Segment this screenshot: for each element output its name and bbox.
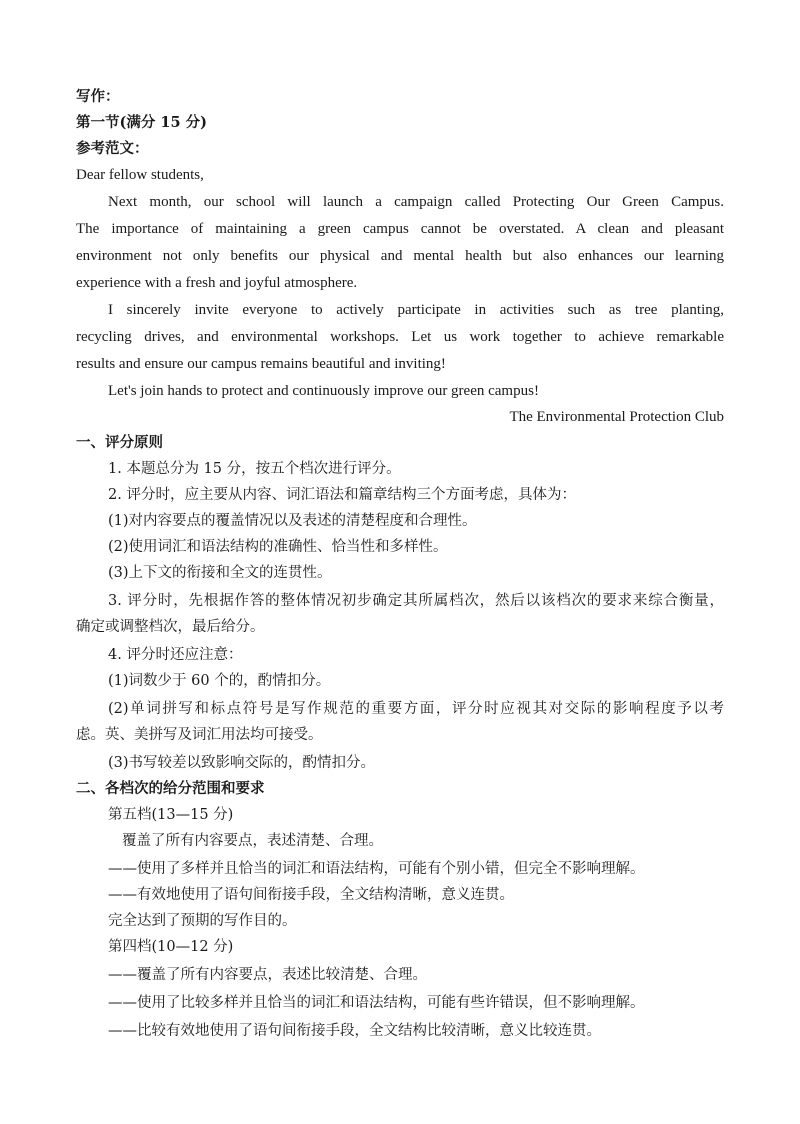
principle-item-1: 1. 本题总分为 15 分，按五个档次进行评分。: [108, 461, 401, 477]
level-5-criterion-1: 覆盖了所有内容要点，表述清楚、合理。: [122, 833, 383, 849]
principles-heading: 一、评分原则: [76, 434, 163, 451]
essay-paragraph-1-line-4: experience with a fresh and joyful atmosphere.: [76, 275, 358, 291]
essay-paragraph-2-line-1: I sincerely invite everyone to actively participate in activities such as tree planting,: [108, 302, 724, 318]
level-4-title: 第四档(10—12 分): [108, 939, 234, 955]
principle-item-4b-line-1: (2)单词拼写和标点符号是写作规范的重要方面，评分时应视其对交际的影响程度予以考: [108, 701, 724, 717]
essay-signature: The Environmental Protection Club: [509, 409, 724, 425]
level-5-criterion-3: ——有效地使用了语句间衔接手段，全文结构清晰，意义连贯。: [108, 887, 514, 903]
levels-heading: 二、各档次的给分范围和要求: [76, 780, 265, 797]
principle-item-3-line-1: 3. 评分时，先根据作答的整体情况初步确定其所属档次，然后以该档次的要求来综合衡量，: [108, 593, 724, 609]
section-heading: 第一节(满分 15 分): [76, 114, 207, 131]
writing-heading: 写作：: [76, 88, 120, 105]
principle-item-3-line-2: 确定或调整档次，最后给分。: [76, 619, 265, 635]
principle-item-2a: (1)对内容要点的覆盖情况以及表述的清楚程度和合理性。: [108, 513, 477, 529]
principle-item-4c: (3)书写较差以致影响交际的，酌情扣分。: [108, 755, 376, 771]
essay-paragraph-2-line-2: recycling drives, and environmental workshops. Let us work together to achieve remarkable: [76, 329, 724, 345]
principle-item-2b: (2)使用词汇和语法结构的准确性、恰当性和多样性。: [108, 539, 448, 555]
level-4-criterion-3: ——比较有效地使用了语句间衔接手段，全文结构比较清晰，意义比较连贯。: [108, 1023, 601, 1039]
level-5-criterion-2: ——使用了多样并且恰当的词汇和语法结构，可能有个别小错，但完全不影响理解。: [108, 861, 645, 877]
essay-paragraph-2-line-3: results and ensure our campus remains beautiful and inviting!: [76, 356, 446, 372]
level-5-title: 第五档(13—15 分): [108, 807, 234, 823]
level-4-criterion-1: ——覆盖了所有内容要点，表述比较清楚、合理。: [108, 967, 427, 983]
sample-essay-label: 参考范文：: [76, 140, 149, 157]
essay-paragraph-3: Let's join hands to protect and continuously improve our green campus!: [108, 383, 539, 399]
principle-item-2c: (3)上下文的衔接和全文的连贯性。: [108, 565, 332, 581]
level-5-criterion-4: 完全达到了预期的写作目的。: [108, 913, 297, 929]
level-4-criterion-2: ——使用了比较多样并且恰当的词汇和语法结构，可能有些许错误，但不影响理解。: [108, 995, 645, 1011]
principle-item-4: 4. 评分时还应注意：: [108, 647, 243, 663]
essay-paragraph-1-line-3: environment not only benefits our physical and mental health but also enhances our learning: [76, 248, 724, 264]
principle-item-4b-line-2: 虑。英、美拼写及词汇用法均可接受。: [76, 727, 323, 743]
essay-salutation: Dear fellow students,: [76, 167, 204, 183]
essay-paragraph-1-line-1: Next month, our school will launch a campaign called Protecting Our Green Campus.: [108, 194, 724, 210]
principle-item-4a: (1)词数少于 60 个的，酌情扣分。: [108, 673, 331, 689]
principle-item-2: 2. 评分时，应主要从内容、词汇语法和篇章结构三个方面考虑，具体为：: [108, 487, 576, 503]
essay-paragraph-1-line-2: The importance of maintaining a green campus cannot be overstated. A clean and pleasant: [76, 221, 724, 237]
